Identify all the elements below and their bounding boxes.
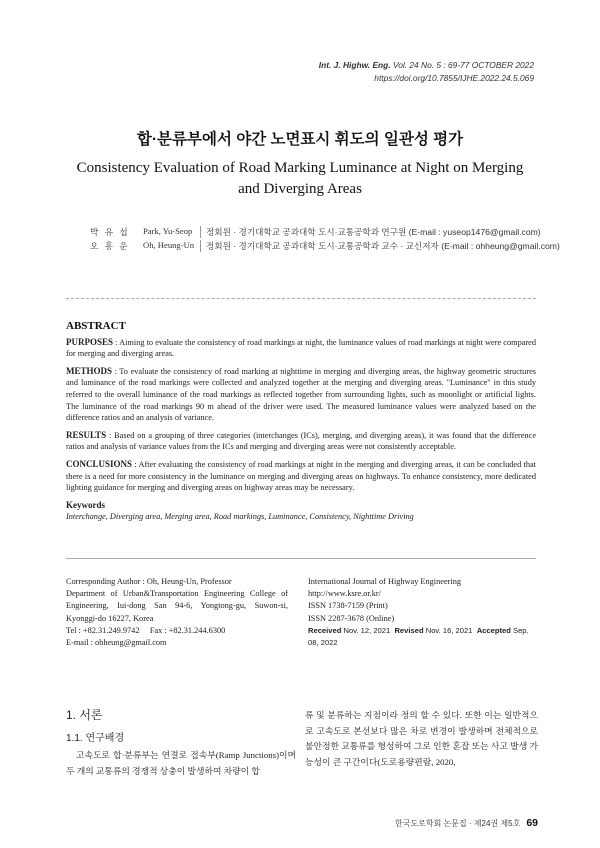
footer-journal-issue: 한국도로학회 논문집 · 제24권 제5호 (394, 819, 521, 828)
page-number: 69 (526, 817, 538, 829)
author-name-korean: 박 유 섭 (90, 227, 130, 237)
methods-label: METHODS (66, 365, 113, 376)
abstract-conclusions (66, 459, 536, 494)
revised-date: Nov. 16, 2021 (425, 625, 473, 635)
journal-url[interactable]: http://www.ksre.or.kr/ (308, 589, 381, 599)
article-dates (308, 625, 538, 649)
issn-online: ISSN 2287-3678 (Online) (308, 613, 395, 623)
title-korean: 합·분류부에서 야간 노면표시 휘도의 일관성 평가 (136, 131, 464, 148)
purposes-text: : Aiming to evaluate the consistency of road markings at night, the luminance values of road markings at night were compared for merging and diverging areas. (66, 337, 536, 359)
received-date: Nov. 12, 2021 (343, 625, 391, 635)
corresponding-author-block (66, 576, 288, 649)
conclusions-text: : After evaluating the consistency of road markings at night in the merging and diverging areas, it can be concluded that there is a need for more consistency in the luminance on merging and diverging areas on highways. To enhance consistency, more dedicated lighting guidance for merging and diverging areas on highway areas may be necessary. (66, 459, 536, 493)
abstract-section (66, 321, 536, 523)
revised-label: Revised (394, 625, 424, 635)
abstract-purposes (66, 337, 536, 360)
dashed-divider (66, 298, 536, 299)
corresponding-author-name: Corresponding Author : Oh, Heung-Un, Professor (66, 577, 232, 586)
author-name-korean: 오 흥 운 (90, 241, 130, 251)
body-paragraph: 고속도로 합·분류부는 연결로 접속부(Ramp Junctions)이며 두 개의 교통류의 경쟁적 상충이 발생하여 차량이 합 (66, 750, 296, 776)
results-label: RESULTS (66, 429, 107, 440)
abstract-methods (66, 366, 536, 424)
conclusions-label: CONCLUSIONS (66, 458, 133, 469)
journal-full-name: International Journal of Highway Engineering (308, 577, 461, 586)
journal-info-block (308, 576, 538, 649)
author-affiliation: 정회원 · 경기대학교 공과대학 도시·교통공학과 교수 · 교신저자 (E-mail : ohheung@gmail.com) (200, 240, 560, 252)
body-right-column: 류 및 분류하는 지점이라 정의 할 수 있다. 또한 이는 일반적으로 고속도로 본선보다 많은 차로 변경이 발생하며 전체적으로 불안정한 교통류를 형성하여 그로 인한 혼잡 또는 사고 발생 가능성이 큰 구간이다(도로용량편람, 2020, (305, 710, 538, 767)
keywords-heading: Keywords (66, 499, 105, 510)
results-text: : Based on a grouping of three categories (interchanges (ICs), merging, and diverging areas), it was found that the difference ratios and analysis of variance values from the ICs and merging and diverging areas were not consistently acceptable. (66, 430, 536, 452)
author-affiliation: 정회원 · 경기대학교 공과대학 도시·교통공학과 연구원 (E-mail : yuseop1476@gmail.com) (200, 226, 541, 238)
journal-abbrev: Int. J. Highw. Eng. (318, 60, 391, 70)
accepted-date: Sep. 08, 2022 (308, 625, 529, 648)
methods-text: : To evaluate the consistency of road marking at nighttime in merging and diverging areas, the highway geometric structures and luminance of the road markings were collected and analyzed together at the merging and diverging areas. "Luminance" in this study referred to the overall luminance of the road markings as reflected together from surrounding lights, such as moonlight or artificial lights. The luminance of the road markings 90 m ahead of the driver were used. The measured luminance values were analyzed based on the difference ratios and an analysis of variance. (66, 366, 536, 423)
title-english: Consistency Evaluation of Road Marking Luminance at Night on Merging and Diverging Areas (76, 160, 524, 197)
author-name-english: Park, Yu-Seop (143, 226, 193, 236)
purposes-label: PURPOSES (66, 336, 114, 347)
corresponding-author-address: Department of Urban&Transportation Engineering College of Engineering, Iui-dong San 94-6, Yongtong-gu, Suwon-si, Kyonggi-do 16227, Korea (66, 589, 288, 623)
abstract-heading: ABSTRACT (66, 320, 126, 332)
keywords-list: Interchange, Diverging area, Merging area, Road markings, Luminance, Consistency, Nighttime Driving (66, 512, 414, 522)
author-row (90, 226, 541, 238)
journal-issue: Vol. 24 No. 5 : 69-77 OCTOBER 2022 (392, 60, 534, 70)
corresponding-author-phone: Tel : +82.31.249.9742 Fax : +82.31.244.6300 (66, 625, 226, 635)
page-footer (395, 817, 538, 829)
abstract-results (66, 430, 536, 453)
section-heading: 1. 서론 (66, 708, 103, 722)
issn-print: ISSN 1738-7159 (Print) (308, 601, 388, 611)
subsection-heading: 1.1. 연구배경 (66, 733, 125, 744)
body-left-column (66, 706, 296, 779)
received-label: Received (308, 625, 342, 635)
corresponding-author-email[interactable]: E-mail : ohheung@gmail.com (66, 638, 167, 648)
journal-header (319, 59, 534, 85)
doi-link[interactable]: https://doi.org/10.7855/IJHE.2022.24.5.069 (374, 73, 534, 83)
author-name-english: Oh, Heung-Un (143, 240, 195, 250)
author-row (90, 240, 560, 252)
accepted-label: Accepted (476, 625, 511, 635)
solid-divider (66, 558, 536, 559)
